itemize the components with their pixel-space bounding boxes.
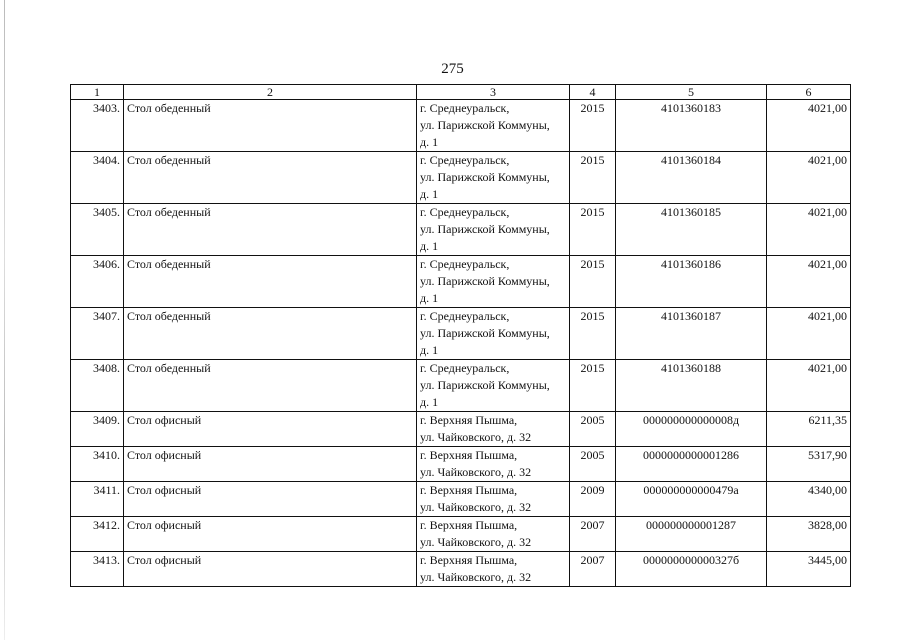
inventory-number-cell: 4101360187 (616, 308, 767, 360)
year-cell: 2005 (570, 412, 616, 447)
address-cell (417, 256, 570, 308)
cost-cell: 5317,90 (767, 447, 851, 482)
item-name-cell: Стол обеденный (124, 100, 417, 152)
address-cell (417, 152, 570, 204)
column-header: 3 (417, 85, 570, 100)
address-line: ул. Парижской Коммуны, (420, 274, 550, 288)
inventory-number-cell: 000000000001287 (616, 517, 767, 552)
property-register-table (70, 84, 851, 587)
table-row (71, 204, 851, 256)
table-row (71, 308, 851, 360)
cost-cell: 3445,00 (767, 552, 851, 587)
address-line: г. Среднеуральск, (420, 153, 510, 167)
inventory-number-cell: 0000000000001286 (616, 447, 767, 482)
year-cell: 2015 (570, 308, 616, 360)
address-line: г. Верхняя Пышма, (420, 553, 518, 567)
address-line: ул. Парижской Коммуны, (420, 118, 550, 132)
inventory-number-cell: 000000000000327б (616, 552, 767, 587)
cost-cell: 4021,00 (767, 360, 851, 412)
address-line: ул. Парижской Коммуны, (420, 378, 550, 392)
cost-cell: 4021,00 (767, 308, 851, 360)
inventory-number-cell: 000000000000008д (616, 412, 767, 447)
year-cell: 2007 (570, 552, 616, 587)
address-line: г. Верхняя Пышма, (420, 483, 518, 497)
table-row (71, 100, 851, 152)
address-cell (417, 412, 570, 447)
table-row (71, 447, 851, 482)
address-line: ул. Парижской Коммуны, (420, 170, 550, 184)
row-number-cell: 3413. (71, 552, 124, 587)
address-cell (417, 447, 570, 482)
year-cell: 2007 (570, 517, 616, 552)
address-line: г. Верхняя Пышма, (420, 448, 518, 462)
row-number-cell: 3403. (71, 100, 124, 152)
year-cell: 2005 (570, 447, 616, 482)
item-name-cell: Стол обеденный (124, 256, 417, 308)
address-cell (417, 308, 570, 360)
item-name-cell: Стол обеденный (124, 204, 417, 256)
row-number-cell: 3406. (71, 256, 124, 308)
table-row (71, 412, 851, 447)
cost-cell: 4340,00 (767, 482, 851, 517)
address-line: г. Среднеуральск, (420, 205, 510, 219)
cost-cell: 4021,00 (767, 152, 851, 204)
column-header: 4 (570, 85, 616, 100)
address-cell (417, 482, 570, 517)
scan-edge-mark (4, 0, 5, 640)
address-cell (417, 517, 570, 552)
cost-cell: 4021,00 (767, 100, 851, 152)
table-row (71, 517, 851, 552)
address-line: ул. Чайковского, д. 32 (420, 535, 532, 549)
row-number-cell: 3410. (71, 447, 124, 482)
address-line: д. 1 (420, 135, 439, 149)
address-line: д. 1 (420, 343, 439, 357)
column-header: 2 (124, 85, 417, 100)
row-number-cell: 3409. (71, 412, 124, 447)
inventory-number-cell: 4101360185 (616, 204, 767, 256)
item-name-cell: Стол обеденный (124, 308, 417, 360)
item-name-cell: Стол офисный (124, 447, 417, 482)
address-line: д. 1 (420, 239, 439, 253)
address-line: г. Верхняя Пышма, (420, 518, 518, 532)
page-number: 275 (441, 61, 464, 77)
table-row (71, 152, 851, 204)
address-line: г. Верхняя Пышма, (420, 413, 518, 427)
address-line: д. 1 (420, 395, 439, 409)
row-number-cell: 3408. (71, 360, 124, 412)
item-name-cell: Стол офисный (124, 552, 417, 587)
item-name-cell: Стол обеденный (124, 152, 417, 204)
address-cell (417, 204, 570, 256)
year-cell: 2009 (570, 482, 616, 517)
address-line: ул. Чайковского, д. 32 (420, 430, 532, 444)
inventory-number-cell: 4101360186 (616, 256, 767, 308)
address-line: ул. Чайковского, д. 32 (420, 500, 532, 514)
address-line: д. 1 (420, 291, 439, 305)
column-header: 1 (71, 85, 124, 100)
address-line: г. Среднеуральск, (420, 361, 510, 375)
address-line: г. Среднеуральск, (420, 257, 510, 271)
item-name-cell: Стол обеденный (124, 360, 417, 412)
address-cell (417, 552, 570, 587)
address-cell (417, 360, 570, 412)
item-name-cell: Стол офисный (124, 412, 417, 447)
address-line: ул. Чайковского, д. 32 (420, 465, 532, 479)
column-header: 5 (616, 85, 767, 100)
item-name-cell: Стол офисный (124, 482, 417, 517)
inventory-number-cell: 4101360188 (616, 360, 767, 412)
address-line: ул. Парижской Коммуны, (420, 222, 550, 236)
address-cell (417, 100, 570, 152)
item-name-cell: Стол офисный (124, 517, 417, 552)
table-row (71, 482, 851, 517)
row-number-cell: 3404. (71, 152, 124, 204)
year-cell: 2015 (570, 152, 616, 204)
table-row (71, 256, 851, 308)
inventory-number-cell: 4101360184 (616, 152, 767, 204)
address-line: г. Среднеуральск, (420, 101, 510, 115)
address-line: ул. Парижской Коммуны, (420, 326, 550, 340)
year-cell: 2015 (570, 100, 616, 152)
column-number-row (71, 85, 851, 100)
cost-cell: 3828,00 (767, 517, 851, 552)
cost-cell: 4021,00 (767, 204, 851, 256)
row-number-cell: 3412. (71, 517, 124, 552)
address-line: д. 1 (420, 187, 439, 201)
address-line: ул. Чайковского, д. 32 (420, 570, 532, 584)
year-cell: 2015 (570, 360, 616, 412)
table-row (71, 360, 851, 412)
cost-cell: 4021,00 (767, 256, 851, 308)
row-number-cell: 3405. (71, 204, 124, 256)
inventory-number-cell: 4101360183 (616, 100, 767, 152)
cost-cell: 6211,35 (767, 412, 851, 447)
table-row (71, 552, 851, 587)
inventory-number-cell: 000000000000479а (616, 482, 767, 517)
year-cell: 2015 (570, 204, 616, 256)
address-line: г. Среднеуральск, (420, 309, 510, 323)
row-number-cell: 3407. (71, 308, 124, 360)
column-header: 6 (767, 85, 851, 100)
row-number-cell: 3411. (71, 482, 124, 517)
year-cell: 2015 (570, 256, 616, 308)
